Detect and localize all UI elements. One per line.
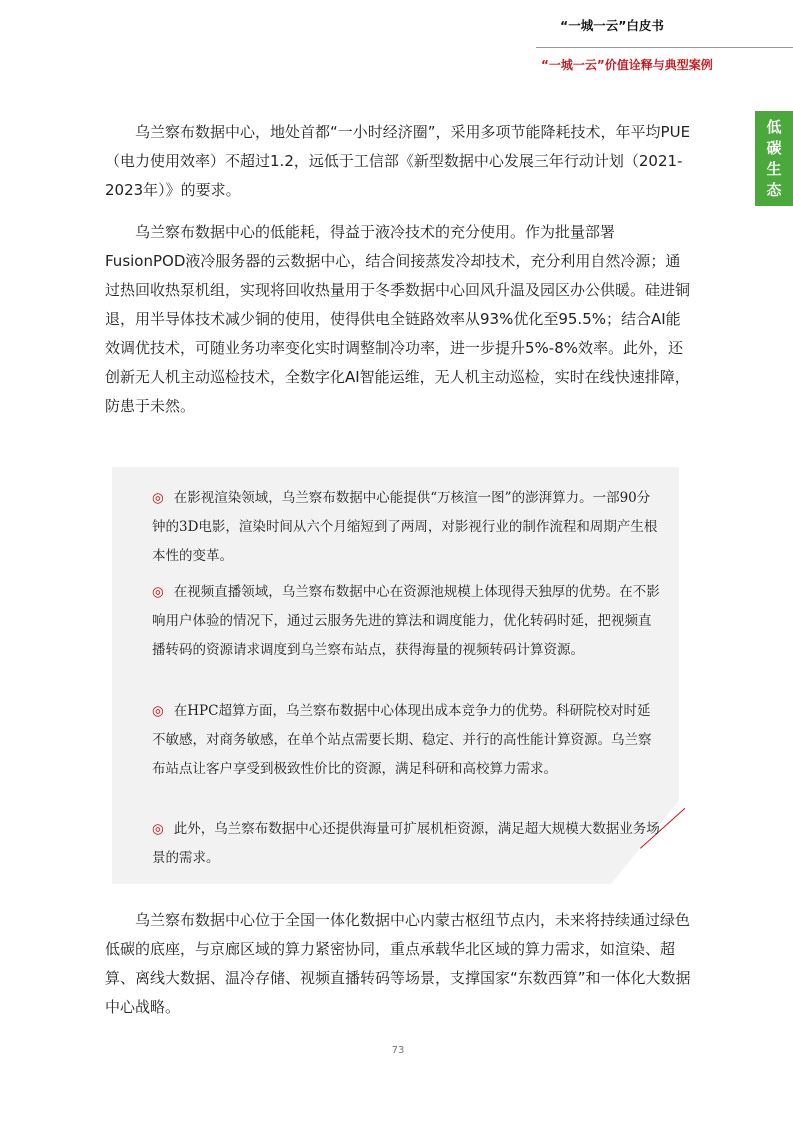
bullet-icon: ◎ (152, 703, 164, 719)
side-tab-char: 生 (766, 159, 782, 178)
page-number: 73 (391, 1045, 405, 1056)
header-divider (536, 47, 793, 48)
header-subtitle: “一城一云”价值诠释与典型案例 (541, 58, 713, 72)
callout-item (152, 697, 662, 784)
callout-item-text: 在视频直播领域，乌兰察布数据中心在资源池规模上体现得天独厚的优势。在不影响用户体验的情况下，通过云服务先进的算法和调度能力，优化转码时延，把视频直播转码的资源请求调度到乌兰察布站点，获得海量的视频转码计算资源。 (152, 584, 660, 658)
side-section-tab (755, 111, 793, 206)
callout-item (152, 484, 662, 571)
callout-item-text: 在HPC超算方面，乌兰察布数据中心体现出成本竞争力的优势。科研院校对时延不敏感，对商务敏感，在单个站点需要长期、稳定、并行的高性能计算资源。乌兰察布站点让客户享受到极致性价比的资源，满足科研和高校算力需求。 (152, 703, 652, 777)
side-tab-char: 碳 (766, 138, 782, 157)
side-tab-char: 态 (766, 180, 782, 199)
callout-item-text: 此外，乌兰察布数据中心还提供海量可扩展机柜资源，满足超大规模大数据业务场景的需求。 (152, 821, 660, 866)
callout-item (152, 578, 662, 665)
body-paragraph: 乌兰察布数据中心的低能耗，得益于液冷技术的充分使用。作为批量部署FusionPOD液冷服务器的云数据中心，结合间接蒸发冷却技术，充分利用自然冷源；通过热回收热泵机组，实现将回收热量用于冬季数据中心回风升温及园区办公供暖。硅进铜退，用半导体技术减少铜的使用，使得供电全链路效率从93%优化至95.5%；结合AI能效调优技术，可随业务功率变化实时调整制冷功率，进一步提升5%-8%效率。此外，还创新无人机主动巡检技术，全数字化AI智能运维，无人机主动巡检，实时在线快速排障，防患于未然。 (105, 223, 691, 415)
callout-item (152, 815, 662, 873)
body-paragraph: 乌兰察布数据中心位于全国一体化数据中心内蒙古枢纽节点内，未来将持续通过绿色低碳的底座，与京廊区域的算力紧密协同，重点承载华北区域的算力需求，如渲染、超算、离线大数据、温冷存储、视频直播转码等场景，支撑国家“东数西算”和一体化大数据中心战略。 (105, 911, 691, 1016)
bullet-icon: ◎ (152, 821, 164, 837)
bullet-icon: ◎ (152, 584, 164, 600)
side-tab-char: 低 (766, 117, 782, 136)
bullet-icon: ◎ (152, 490, 164, 506)
body-paragraph: 乌兰察布数据中心，地处首都“一小时经济圈”，采用多项节能降耗技术，年平均PUE（电力使用效率）不超过1.2，远低于工信部《新型数据中心发展三年行动计划（2021-2023年）》的要求。 (105, 123, 691, 199)
callout-item-text: 在影视渲染领域，乌兰察布数据中心能提供“万核渲一图”的澎湃算力。一部90分钟的3D电影，渲染时间从六个月缩短到了两周，对影视行业的制作流程和周期产生根本性的变革。 (152, 490, 658, 564)
header-title: “一城一云”白皮书 (560, 18, 664, 33)
